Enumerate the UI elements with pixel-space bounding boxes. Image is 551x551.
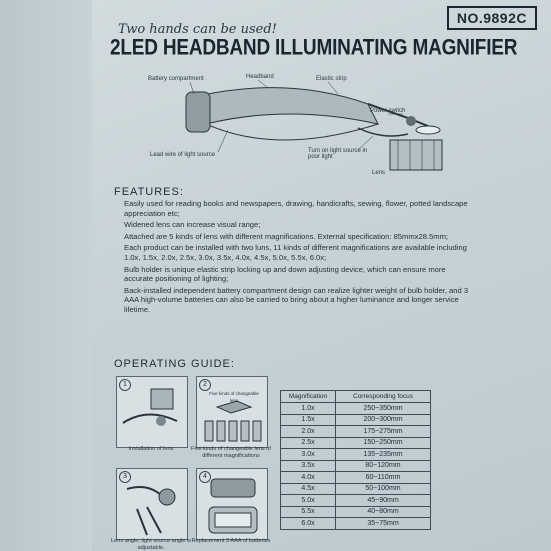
table-row (281, 414, 431, 426)
magnification-cell: 2.5x (281, 437, 336, 449)
focus-cell: 175~275mm (336, 426, 431, 438)
magnification-cell: 3.5x (281, 460, 336, 472)
table-row (281, 483, 431, 495)
label-lens: Lens (372, 170, 386, 176)
feature-item: Each product can be installed with two luns, 11 kinds of different magnifications are available including 1.0x, 1.5x, 2.0x, 2.5x, 3.0x, 3.5x, 4.0x, 4.5x, 5.0x, 5.5x, 6.0x; (124, 243, 467, 262)
operating-guide-heading: OPERATING GUIDE: (114, 358, 235, 370)
focus-cell: 200~300mm (336, 414, 431, 426)
focus-cell: 35~75mm (336, 518, 431, 530)
paper-edge (0, 0, 92, 551)
table-row (281, 472, 431, 484)
step-number: 4 (199, 471, 211, 483)
feature-item: Back-installed independent battery compartment design can realize lighter weight of bulb holder, and 3 AAA high-volume batteries can also be carried to bring about a higher luminance and longer service lifetime. (124, 285, 469, 314)
magnification-cell: 1.5x (281, 414, 336, 426)
label-power-switch: Power switch (370, 108, 406, 114)
feature-item: Easily used for reading books and newspapers, drawing, handicrafts, sewing, flower, potted landscape appreciation etc; (124, 199, 468, 218)
leaflet-sheet (92, 0, 551, 551)
focus-cell: 45~90mm (336, 495, 431, 507)
label-headband: Headband (246, 74, 274, 80)
step-number: 3 (119, 471, 131, 483)
table-row (281, 449, 431, 461)
table-row (281, 426, 431, 438)
magnification-cell: 3.0x (281, 449, 336, 461)
guide-step-4 (196, 468, 268, 540)
focus-cell: 135~235mm (336, 449, 431, 461)
step-caption: Five kinds of changeable lens of different magnifications (191, 446, 271, 459)
table-header-row (281, 391, 431, 403)
table-row (281, 518, 431, 530)
magnification-cell: 4.0x (281, 472, 336, 484)
table-row (281, 437, 431, 449)
focus-cell: 150~250mm (336, 437, 431, 449)
table-row (281, 506, 431, 518)
focus-cell: 50~100mm (336, 483, 431, 495)
tagline: Two hands can be used! (118, 22, 277, 37)
step-number: 2 (199, 379, 211, 391)
features-heading: FEATURES: (114, 186, 184, 198)
feature-item: Widened lens can increase visual range; (124, 220, 261, 230)
step-caption: Installation of lens (128, 446, 174, 452)
headband-illustration (128, 66, 448, 184)
focus-cell: 60~110mm (336, 472, 431, 484)
label-battery-compartment: Battery compartment (148, 76, 204, 82)
feature-item: Attached are 5 kinds of lens with different magnifications. External specification: 85mmx28.5mm; (124, 231, 449, 241)
features-list (124, 199, 474, 317)
guide-step-2 (196, 376, 268, 448)
guide-step-1 (116, 376, 188, 448)
magnification-cell: 5.5x (281, 506, 336, 518)
magnification-focus-table (280, 390, 431, 530)
product-diagram (128, 66, 448, 184)
magnification-cell: 2.0x (281, 426, 336, 438)
step-inner-note: Five kinds of changeable lens (209, 391, 259, 403)
focus-cell: 40~80mm (336, 506, 431, 518)
table-row (281, 403, 431, 415)
model-number-badge: NO.9892C (447, 6, 537, 30)
step-caption: Replacement 3 AAA of batteries (191, 538, 271, 544)
focus-cell: 80~120mm (336, 460, 431, 472)
label-elastic-strip: Elastic strip (316, 76, 347, 82)
table-row (281, 460, 431, 472)
magnification-cell: 5.0x (281, 495, 336, 507)
magnification-cell: 4.5x (281, 483, 336, 495)
step-caption: Lens angle, light source angle is adjustable. (111, 538, 191, 551)
step-number: 1 (119, 379, 131, 391)
column-header-magnification: Magnification (281, 391, 336, 403)
page-title: 2LED HEADBAND ILLUMINATING MAGNIFIER (110, 36, 518, 61)
feature-item: Bulb holder is unique elastic strip locking up and down adjusting device, which can ensure more accurate positioning of lighting; (124, 264, 446, 284)
magnification-cell: 6.0x (281, 518, 336, 530)
label-turn-on-light: Turn on light source in poor light (308, 148, 368, 160)
magnification-cell: 1.0x (281, 403, 336, 415)
column-header-focus: Corresponding focus (336, 391, 431, 403)
table-row (281, 495, 431, 507)
focus-cell: 250~350mm (336, 403, 431, 415)
guide-step-3 (116, 468, 188, 540)
label-lead-wire: Lead wire of light source (150, 152, 216, 158)
